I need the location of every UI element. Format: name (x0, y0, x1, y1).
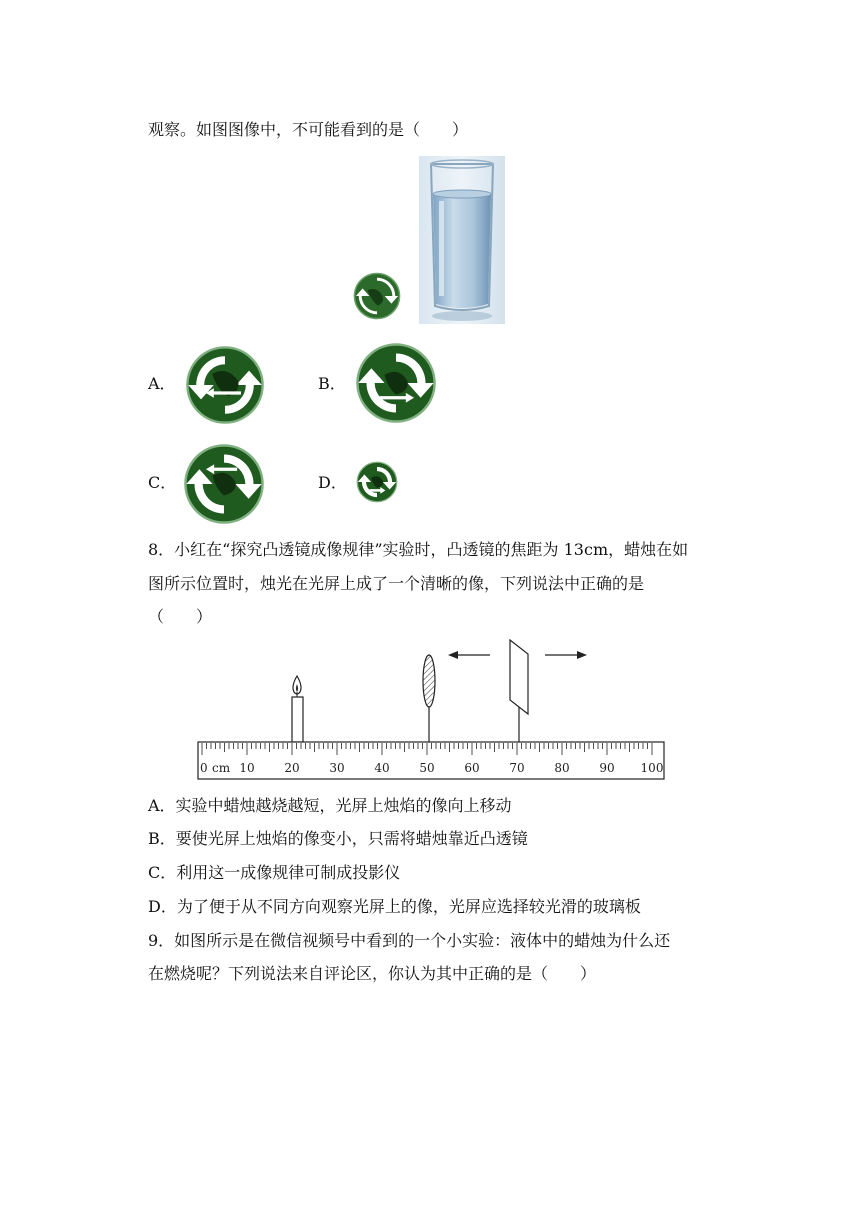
ruler-unit-label: cm (212, 761, 231, 775)
q8-text-line3: （ ） (148, 607, 213, 626)
option-b-image (355, 342, 437, 424)
ruler-tick-label: 40 (374, 761, 390, 775)
q8-text-line2: 图所示位置时，烛光在光屏上成了一个清晰的像，下列说法中正确的是 (148, 574, 645, 593)
q7-option-c-label: C． (148, 473, 177, 492)
ruler-tick-label: 90 (599, 761, 615, 775)
q9-text-line1: 9．如图所示是在微信视频号中看到的一个小实验：液体中的蜡烛为什么还 (148, 931, 671, 950)
ruler-tick-label: 60 (464, 761, 480, 775)
q8-choice-a: A．实验中蜡烛越烧越短，光屏上烛焰的像向上移动 (148, 796, 512, 815)
candle (292, 676, 303, 742)
q7-option-a-label: A． (148, 374, 176, 393)
ruler-tick-label: 30 (329, 761, 345, 775)
recycle-symbol-object (353, 272, 401, 320)
option-d-image (356, 461, 398, 503)
q7-option-d-label: D． (318, 473, 347, 492)
optical-bench-diagram (190, 636, 670, 784)
q8-text-line1: 8．小红在“探究凸透镜成像规律”实验时，凸透镜的焦距为 13cm，蜡烛在如 (148, 540, 689, 559)
q8-choice-c: C．利用这一成像规律可制成投影仪 (148, 863, 401, 882)
ruler-tick-label: 20 (284, 761, 300, 775)
option-c-image (183, 443, 265, 525)
ruler-tick-label: 50 (419, 761, 435, 775)
ruler-tick-label: 80 (554, 761, 570, 775)
ruler-tick-label: 10 (239, 761, 255, 775)
convex-lens (423, 655, 435, 742)
light-screen (510, 640, 528, 742)
q7-option-b-label: B． (318, 374, 346, 393)
q9-text-line2: 在燃烧呢？下列说法来自评论区，你认为其中正确的是（ ） (148, 964, 597, 983)
ruler-tick-label: 70 (509, 761, 525, 775)
ruler-tick-label: 100 (640, 761, 664, 775)
water-glass-image (419, 156, 505, 324)
q8-choice-d: D．为了便于从不同方向观察光屏上的像，光屏应选择较光滑的玻璃板 (148, 897, 641, 916)
ruler-tick-label: 0 (200, 761, 208, 775)
move-left-arrow (448, 651, 490, 659)
move-right-arrow (545, 651, 587, 659)
q7-text-line1: 观察。如图图像中，不可能看到的是（ ） (148, 120, 469, 139)
option-a-image (185, 345, 265, 425)
q8-choice-b: B．要使光屏上烛焰的像变小，只需将蜡烛靠近凸透镜 (148, 829, 528, 848)
